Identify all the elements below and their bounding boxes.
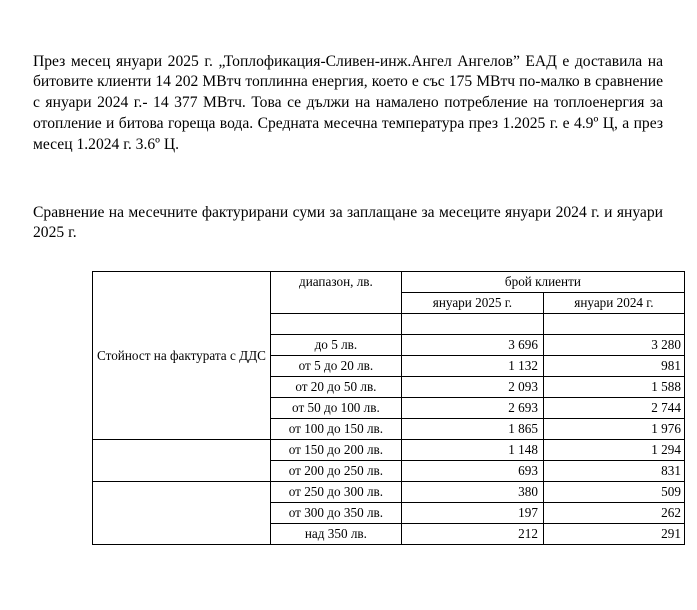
spacer-cell [543,314,684,335]
value-2025-cell: 380 [401,482,543,503]
value-2025-cell: 3 696 [401,335,543,356]
value-2025-cell: 2 093 [401,377,543,398]
value-2024-cell: 291 [543,524,684,545]
clients-by-invoice-table [92,271,685,545]
spacer-cell [270,314,401,335]
value-2025-cell: 1 132 [401,356,543,377]
range-cell: от 300 до 350 лв. [270,503,401,524]
value-2024-cell: 2 744 [543,398,684,419]
range-cell: над 350 лв. [270,524,401,545]
value-2025-cell: 197 [401,503,543,524]
clients-header: брой клиенти [401,272,684,293]
value-2025-cell: 1 865 [401,419,543,440]
value-2025-cell: 212 [401,524,543,545]
invoice-value-group-cell [93,272,271,440]
comparison-paragraph: Сравнение на месечните фактурирани суми за заплащане за месеците януари 2024 г. и януари 2025 г. [33,203,663,242]
table-header-row [93,272,685,293]
group-label: Стойност на фактурата с ДДС [97,347,266,363]
empty-group-cell [93,440,271,482]
range-cell: от 100 до 150 лв. [270,419,401,440]
col-january-2024: януари 2024 г. [543,293,684,314]
value-2024-cell: 1 976 [543,419,684,440]
value-2024-cell: 262 [543,503,684,524]
table-row [93,482,685,503]
range-cell: от 150 до 200 лв. [270,440,401,461]
value-2024-cell: 1 588 [543,377,684,398]
intro-paragraph: През месец януари 2025 г. „Топлофикация-Сливен-инж.Ангел Ангелов” ЕАД е доставила на битовите клиенти 14 202 МВтч топлинна енергия, което е със 175 МВтч по-малко в сравнение с януари 2024 г.- 14 377 МВтч. Това се дължи на намалено потребление на топлоенергия за отопление и битова гореща вода. Средната месечна температура през 1.2025 г. е 4.9º Ц, а през месец 1.2024 г. 3.6º Ц. [33,52,663,153]
value-2024-cell: 831 [543,461,684,482]
value-2024-cell: 509 [543,482,684,503]
range-cell: от 250 до 300 лв. [270,482,401,503]
range-cell: от 50 до 100 лв. [270,398,401,419]
value-2025-cell: 1 148 [401,440,543,461]
value-2024-cell: 981 [543,356,684,377]
value-2025-cell: 693 [401,461,543,482]
range-cell: до 5 лв. [270,335,401,356]
range-cell: от 20 до 50 лв. [270,377,401,398]
value-2024-cell: 1 294 [543,440,684,461]
empty-group-cell [93,482,271,545]
value-2025-cell: 2 693 [401,398,543,419]
range-cell: от 5 до 20 лв. [270,356,401,377]
col-january-2025: януари 2025 г. [401,293,543,314]
value-2024-cell: 3 280 [543,335,684,356]
range-header: диапазон, лв. [270,272,401,314]
range-cell: от 200 до 250 лв. [270,461,401,482]
table-row [93,440,685,461]
spacer-cell [401,314,543,335]
